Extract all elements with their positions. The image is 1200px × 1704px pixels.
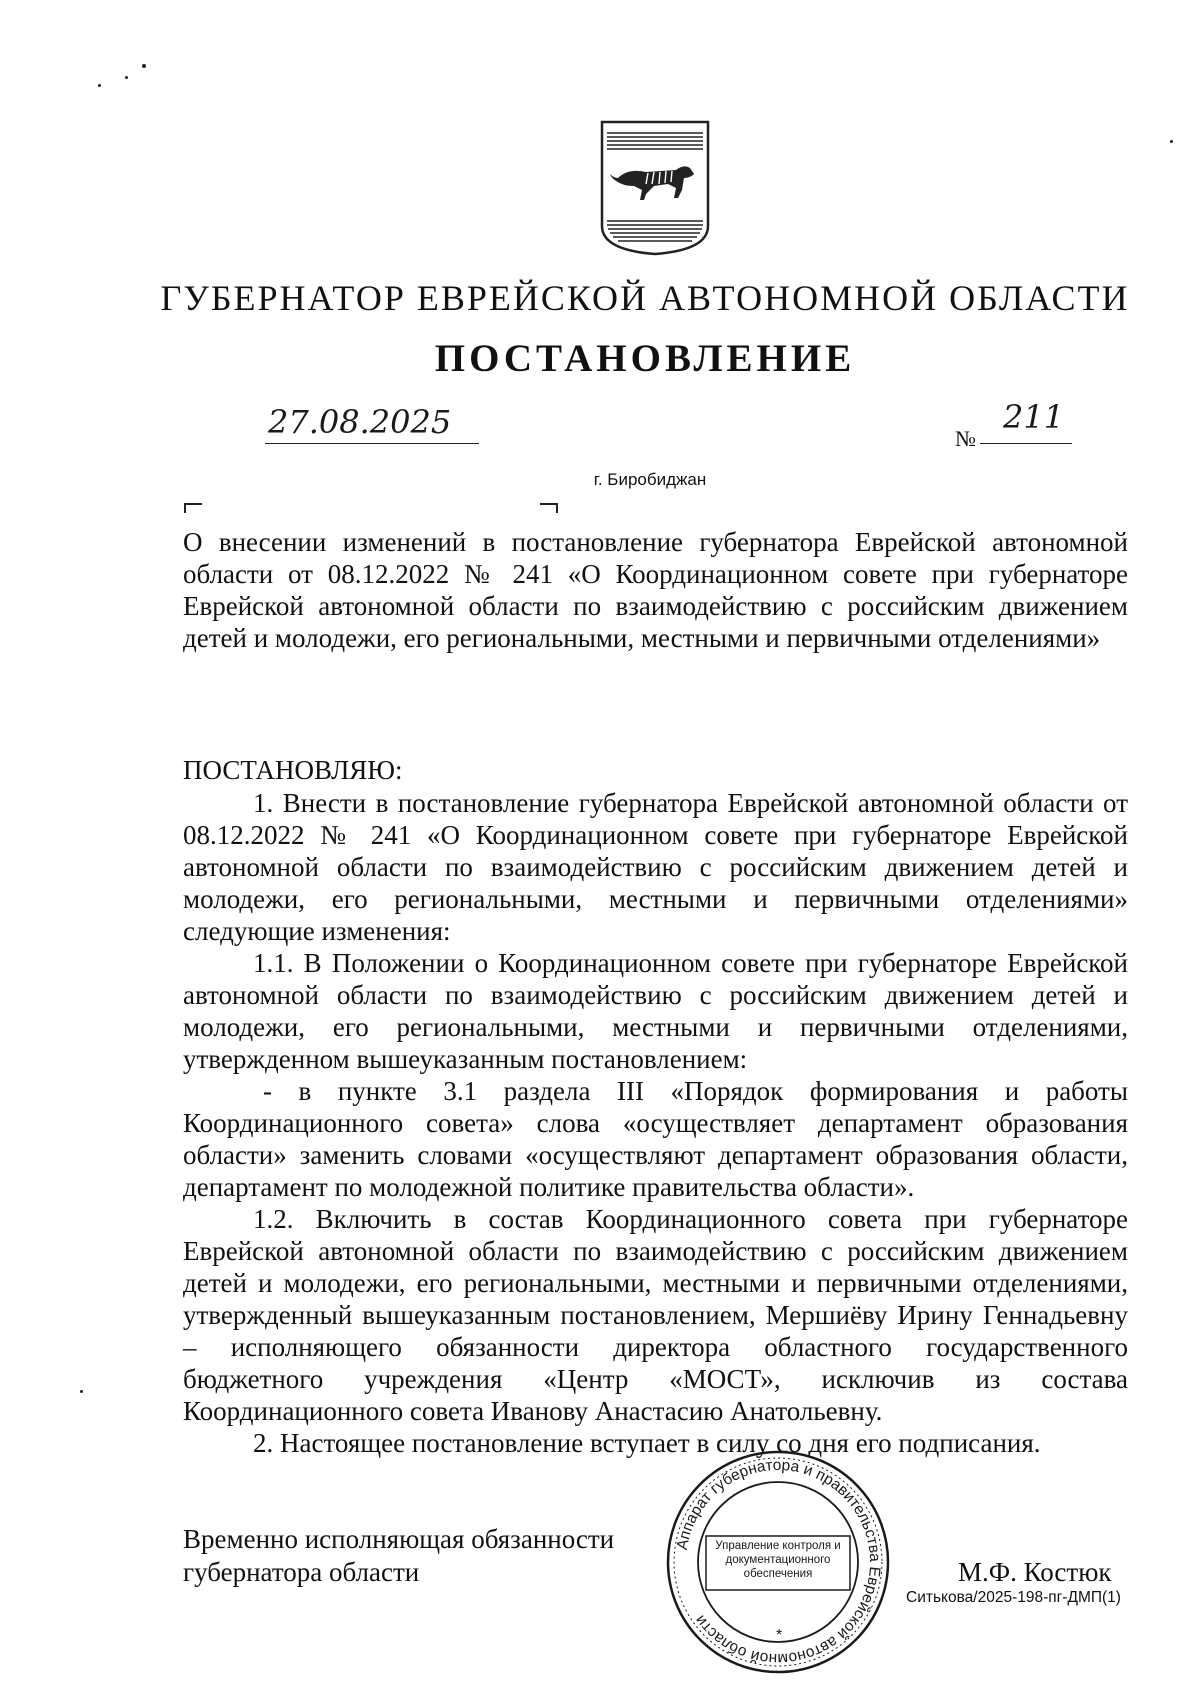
signer-name: М.Ф. Костюк	[958, 1557, 1112, 1587]
paragraph-1: 1. Внести в постановление губернатора Еврейской автономной области от 08.12.2022 № 241 «О Координационном совете при губернаторе Еврейской автономной области по взаимодействию с российским движением детей и молодежи, его региональными, местными и первичными отделениями» следующие изменения:	[183, 788, 1128, 946]
document-subject: О внесении изменений в постановление губернатора Еврейской автономной области от 08.12.2022 № 241 «О Координационном совете при губернаторе Еврейской автономной области по взаимодействию с российским движением детей и молодежи, его региональными, местными и первичными отделениями»	[183, 527, 1128, 653]
paragraph-2: 2. Настоящее постановление вступает в силу со дня его подписания.	[253, 1428, 1041, 1458]
document-type-heading: ПОСТАНОВЛЕНИЕ	[434, 337, 856, 380]
official-stamp	[662, 1446, 894, 1678]
executor-note: Ситькова/2025-198-пг-ДМП(1)	[906, 1589, 1121, 1606]
subject-bracket-right	[540, 503, 558, 513]
number-underline	[980, 443, 1072, 444]
stamp-inner-text: Управление контроля и документационного обеспечения	[715, 1540, 841, 1580]
issuer-title: ГУБЕРНАТОР ЕВРЕЙСКОЙ АВТОНОМНОЙ ОБЛАСТИ	[160, 278, 1130, 318]
issue-city: г. Биробиджан	[593, 470, 707, 489]
signer-role-line-2: губернатора области	[183, 1557, 420, 1587]
document-body	[183, 787, 1128, 1459]
stamp-outer-text: Аппарат губернатора и правительства Еврейской автономной области	[673, 1456, 884, 1668]
date-underline	[265, 443, 479, 444]
scan-speck	[142, 64, 146, 68]
number-label: №	[955, 426, 976, 451]
paragraph-1-2: 1.2. Включить в состав Координационного совета при губернаторе Еврейской автономной области по взаимодействию с российским движением детей и молодежи, его региональными, местными и первичными отделениями, утвержденный вышеуказанным постановлением, Мершиёву Ирину Геннадьевну – исполняющего обязанности директора областного государственного бюджетного учреждения «Центр «МОСТ», исключив из состава Координационного совета Иванову Анастасию Анатольевну.	[183, 1204, 1128, 1426]
signer-role	[183, 1523, 653, 1589]
paragraph-1-1: 1.1. В Положении о Координационном совете при губернаторе Еврейской автономной области по взаимодействию с российским движением детей и молодежи, его региональными, местными и первичными отделениями, утвержденном вышеуказанным постановлением:	[183, 948, 1128, 1074]
decree-word: ПОСТАНОВЛЯЮ:	[183, 755, 403, 785]
scan-speck	[98, 84, 101, 87]
signer-role-line-1: Временно исполняющая обязанности	[183, 1524, 615, 1554]
scan-speck	[1170, 140, 1173, 143]
coat-of-arms-emblem	[598, 118, 712, 256]
subject-bracket-left	[184, 503, 202, 513]
scan-speck	[125, 76, 128, 79]
paragraph-1-1-bullet: - в пункте 3.1 раздела III «Порядок формирования и работы Координационного совета» слова «осуществляет департамент образования области» заменить словами «осуществляют департамент образования области, департамент по молодежной политике правительства области».	[183, 1076, 1128, 1202]
svg-text:*: *	[776, 1627, 783, 1644]
scan-speck	[80, 1390, 83, 1393]
handwritten-number: 211	[1003, 398, 1065, 436]
handwritten-date: 27.08.2025	[268, 403, 452, 441]
